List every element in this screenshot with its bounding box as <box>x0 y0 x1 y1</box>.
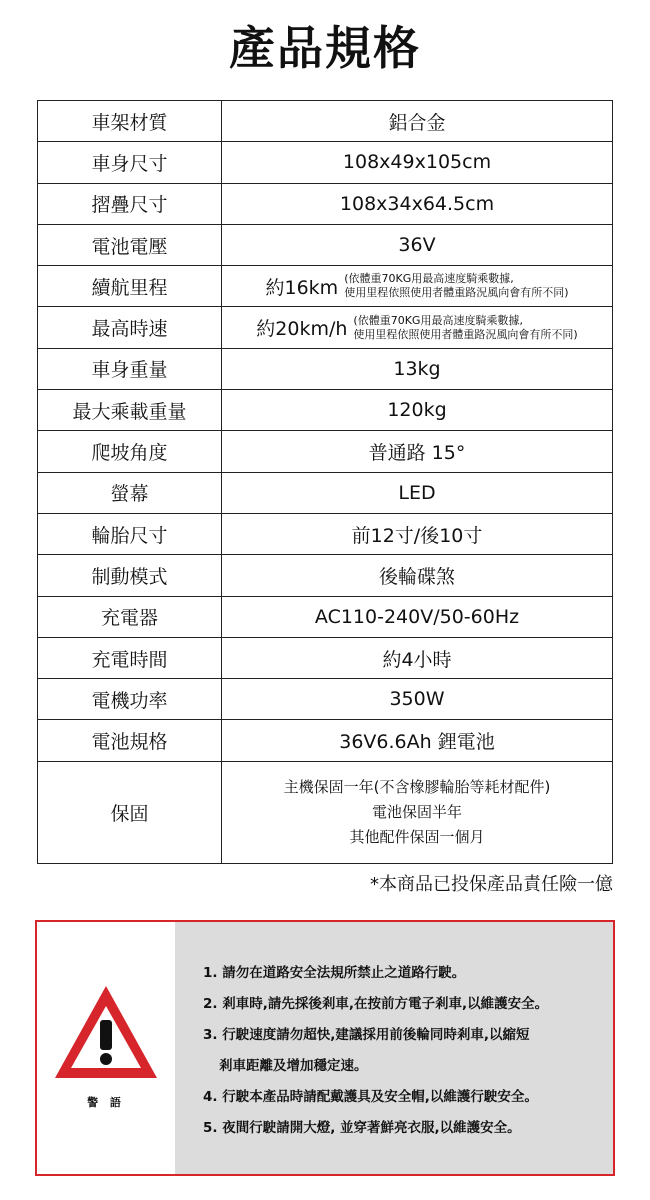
table-row <box>38 431 613 472</box>
spec-value: 前12寸/後10寸 <box>222 513 613 554</box>
spec-label: 車身重量 <box>38 348 222 389</box>
spec-label: 續航里程 <box>38 266 222 307</box>
spec-label: 最高時速 <box>38 307 222 348</box>
table-row <box>38 183 613 224</box>
warning-item: 1. 請勿在道路安全法規所禁止之道路行駛。 <box>203 965 466 981</box>
spec-value: 36V6.6Ah 鋰電池 <box>222 720 613 761</box>
warning-item: 4. 行駛本產品時請配戴護具及安全帽,以維護行駛安全。 <box>203 1089 538 1105</box>
spec-value: 108x34x64.5cm <box>222 183 613 224</box>
spec-value: LED <box>222 472 613 513</box>
spec-label: 最大乘載重量 <box>38 390 222 431</box>
spec-value: 13kg <box>222 348 613 389</box>
table-row <box>38 679 613 720</box>
warning-item: 5. 夜間行駛請開大燈, 並穿著鮮亮衣服,以維護安全。 <box>203 1120 521 1136</box>
spec-value-with-note <box>222 307 613 348</box>
spec-value: AC110-240V/50-60Hz <box>222 596 613 637</box>
spec-label: 電池規格 <box>38 720 222 761</box>
warning-triangle-icon <box>51 982 161 1082</box>
page-title: 產品規格 <box>229 21 421 75</box>
spec-note-line: (依體重70KG用最高速度騎乘數據, <box>353 313 523 327</box>
warning-item: 2. 剎車時,請先採後剎車,在按前方電子剎車,以維護安全。 <box>203 996 549 1012</box>
spec-value: 後輪碟煞 <box>222 555 613 596</box>
spec-label: 充電器 <box>38 596 222 637</box>
spec-value: 108x49x105cm <box>222 142 613 183</box>
spec-label: 爬坡角度 <box>38 431 222 472</box>
spec-label: 充電時間 <box>38 637 222 678</box>
spec-value: 約20km/h <box>256 318 348 341</box>
table-row <box>38 224 613 265</box>
spec-label: 車身尺寸 <box>38 142 222 183</box>
insurance-footnote: *本商品已投保產品責任險一億 <box>370 874 613 895</box>
spec-note-line: (依體重70KG用最高速度騎乘數據, <box>344 272 514 286</box>
spec-note <box>353 314 577 342</box>
spec-label: 摺疊尺寸 <box>38 183 222 224</box>
table-row <box>38 142 613 183</box>
spec-value: 36V <box>222 224 613 265</box>
warning-label: 警 語 <box>87 1096 125 1109</box>
spec-label: 保固 <box>38 761 222 863</box>
warranty-line: 電池保固半年 <box>371 802 462 821</box>
warranty-line: 主機保固一年(不含橡膠輪胎等耗材配件) <box>283 777 551 796</box>
spec-value: 約4小時 <box>222 637 613 678</box>
warning-item: 3. 行駛速度請勿超快,建議採用前後輪同時剎車,以縮短 <box>203 1027 530 1043</box>
warning-list <box>175 922 613 1174</box>
spec-note-line: 使用里程依照使用者體重路況風向會有所不同) <box>344 286 569 300</box>
table-row <box>38 472 613 513</box>
table-row <box>38 390 613 431</box>
spec-label: 電機功率 <box>38 679 222 720</box>
spec-note-line: 使用里程依照使用者體重路況風向會有所不同) <box>353 327 578 341</box>
table-row <box>38 101 613 142</box>
spec-label: 電池電壓 <box>38 224 222 265</box>
spec-value: 120kg <box>222 390 613 431</box>
spec-label: 制動模式 <box>38 555 222 596</box>
spec-label: 螢幕 <box>38 472 222 513</box>
spec-value-with-note <box>222 266 613 307</box>
table-row <box>38 307 613 348</box>
warning-icon-panel <box>37 922 175 1174</box>
spec-value: 350W <box>222 679 613 720</box>
table-row <box>38 720 613 761</box>
warning-box <box>35 920 615 1176</box>
warning-item-continued: 剎車距離及增加穩定速。 <box>219 1058 368 1074</box>
table-row <box>38 761 613 863</box>
table-row <box>38 266 613 307</box>
spec-value: 普通路 15° <box>222 431 613 472</box>
spec-note <box>344 272 568 300</box>
warranty-line: 其他配件保固一個月 <box>349 827 485 846</box>
spec-label: 輪胎尺寸 <box>38 513 222 554</box>
table-row <box>38 348 613 389</box>
spec-table <box>37 100 613 864</box>
warranty-details <box>222 761 613 863</box>
table-row <box>38 555 613 596</box>
table-row <box>38 596 613 637</box>
spec-value: 約16km <box>265 276 339 299</box>
table-row <box>38 513 613 554</box>
table-row <box>38 637 613 678</box>
spec-value: 鋁合金 <box>222 101 613 142</box>
spec-label: 車架材質 <box>38 101 222 142</box>
